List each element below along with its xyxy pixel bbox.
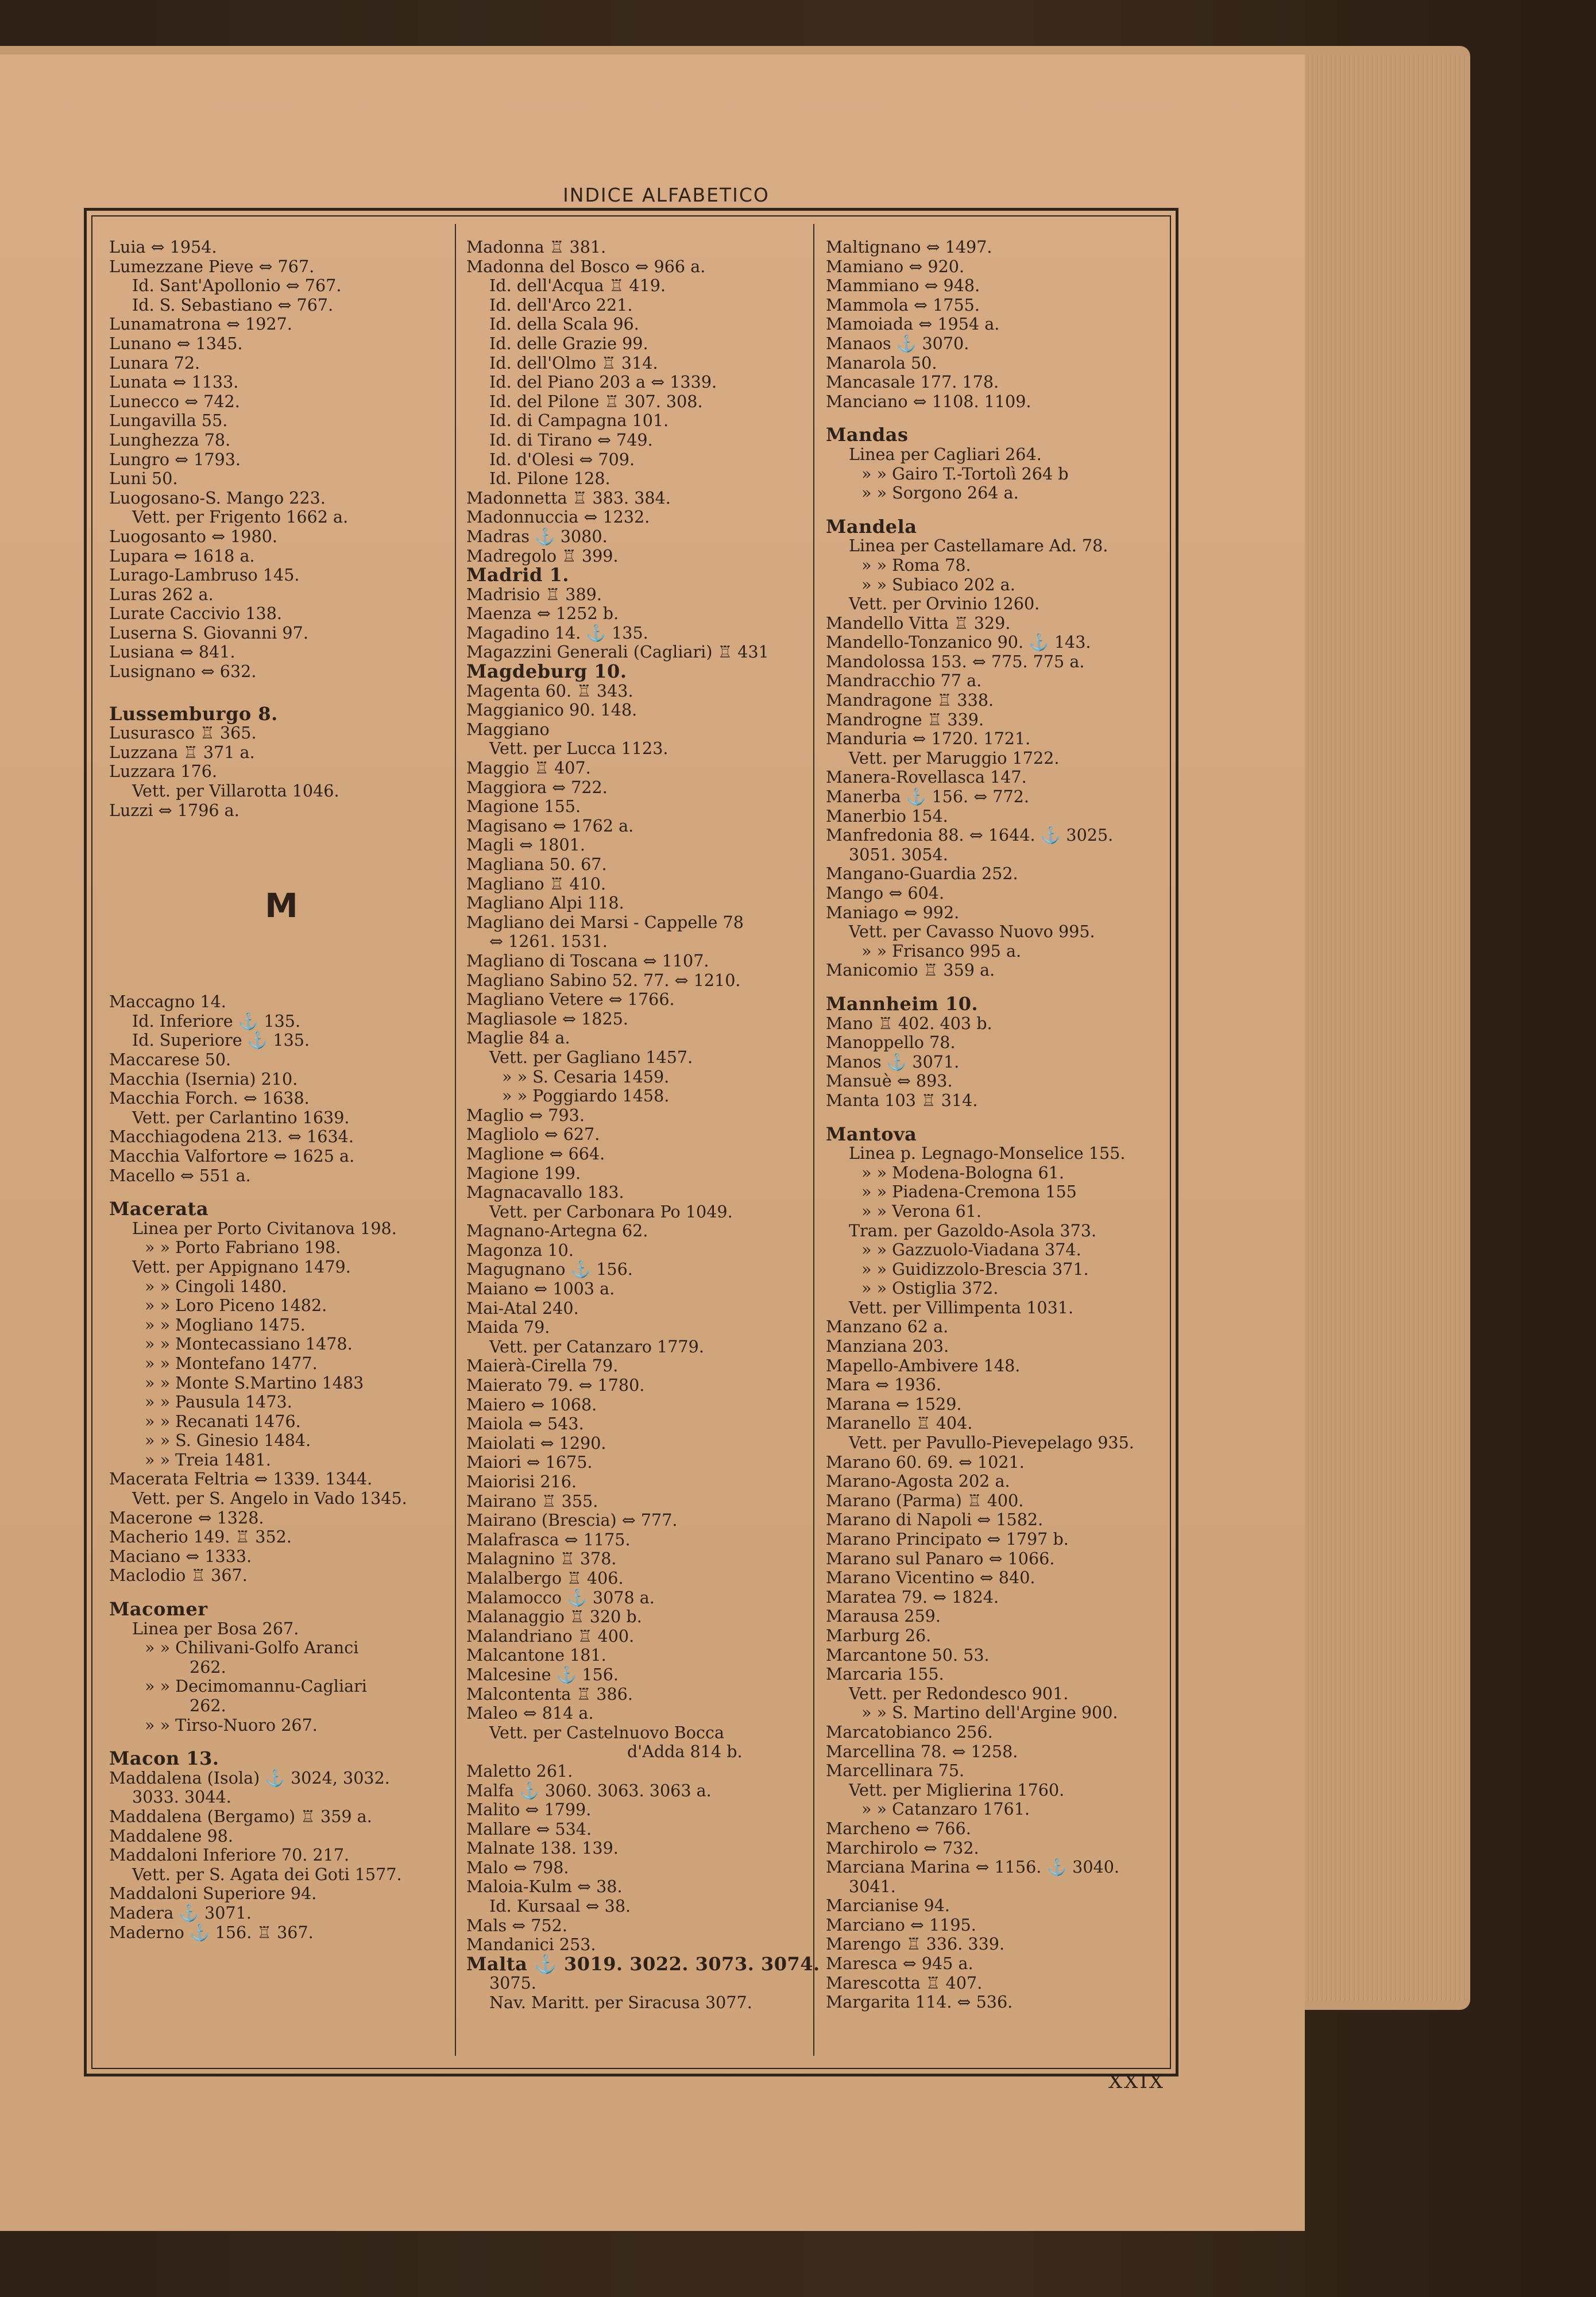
index-entry: Manduria ⇔ 1720. 1721.	[826, 729, 1031, 749]
index-column-3	[826, 238, 1170, 2012]
index-entry: » » S. Martino dell'Argine 900.	[861, 1703, 1118, 1723]
index-entry: Lusignano ⇔ 632.	[109, 662, 257, 682]
index-entry: Maglio ⇔ 793.	[466, 1105, 585, 1125]
index-entry: Marcianise 94.	[826, 1896, 950, 1916]
index-entry: Lungro ⇔ 1793.	[109, 449, 241, 469]
index-entry: Malalbergo ♖ 406.	[466, 1568, 624, 1588]
block-gap	[109, 682, 454, 705]
index-entry: Mallare ⇔ 534.	[466, 1819, 592, 1839]
index-entry: Luzzana ♖ 371 a.	[109, 742, 255, 762]
index-entry: Marano sul Panaro ⇔ 1066.	[826, 1548, 1055, 1568]
index-entry: » » Gazzuolo-Viadana 374.	[861, 1240, 1081, 1260]
index-entry: Marburg 26.	[826, 1625, 932, 1645]
index-entry: Maiola ⇔ 543.	[466, 1414, 584, 1434]
index-entry: Mandanici 253.	[466, 1935, 596, 1955]
index-entry: Mammola ⇔ 1755.	[826, 295, 980, 315]
column-divider	[813, 224, 814, 2056]
index-entry: Mandragone ♖ 338.	[826, 690, 994, 710]
index-entry: d'Adda 814 b.	[627, 1742, 743, 1762]
index-entry: Mango ⇔ 604.	[826, 883, 945, 903]
index-entry: Manciano ⇔ 1108. 1109.	[826, 391, 1031, 411]
index-entry: Maglione ⇔ 664.	[466, 1143, 605, 1163]
index-entry: 262.	[190, 1657, 226, 1677]
index-entry: Magadino 14. ⚓ 135.	[466, 622, 648, 643]
index-entry: Vett. per Cavasso Nuovo 995.	[849, 922, 1095, 942]
index-entry: Marcaria 155.	[826, 1664, 944, 1684]
index-heading: Madrid 1.	[466, 564, 569, 586]
index-entry: Maddalena (Bergamo) ♖ 359 a.	[109, 1806, 372, 1826]
index-entry: Marcatobianco 256.	[826, 1722, 993, 1742]
index-entry: Macchia Forch. ⇔ 1638.	[109, 1088, 310, 1108]
index-entry: Maleo ⇔ 814 a.	[466, 1703, 594, 1723]
index-entry: » » Porto Fabriano 198.	[145, 1238, 341, 1258]
index-heading: Mantova	[826, 1123, 917, 1145]
index-entry: » » Monte S.Martino 1483	[145, 1372, 364, 1393]
index-entry: Macchia Valfortore ⇔ 1625 a.	[109, 1146, 355, 1166]
page-number: XXIX	[1108, 2070, 1165, 2093]
index-entry: Linea per Bosa 267.	[132, 1618, 299, 1638]
index-entry: Maloia-Kulm ⇔ 38.	[466, 1877, 623, 1897]
index-entry: Mairano ♖ 355.	[466, 1491, 598, 1511]
index-entry: Malfa ⚓ 3060. 3063. 3063 a.	[466, 1780, 712, 1800]
index-entry: Madras ⚓ 3080.	[466, 526, 608, 546]
index-heading: Macomer	[109, 1598, 208, 1621]
index-entry: Maccarese 50.	[109, 1050, 231, 1069]
index-entry: Maddaloni Inferiore 70. 217.	[109, 1845, 350, 1865]
index-entry: Maccagno 14.	[109, 992, 226, 1012]
index-heading: Macerata	[109, 1198, 209, 1220]
index-entry: Manta 103 ♖ 314.	[826, 1090, 978, 1110]
index-entry: Maggiano	[466, 719, 550, 739]
index-entry: Manos ⚓ 3071.	[826, 1051, 960, 1072]
index-entry: Marciano ⇔ 1195.	[826, 1915, 976, 1935]
index-entry: Mamoiada ⇔ 1954 a.	[826, 314, 1000, 334]
index-heading: Macon 13.	[109, 1747, 219, 1770]
index-entry: Marescotta ♖ 407.	[826, 1973, 983, 1993]
index-entry: Vett. per S. Agata dei Goti 1577.	[132, 1864, 402, 1884]
index-entry: » » S. Cesaria 1459.	[502, 1066, 670, 1086]
index-entry: Manarola 50.	[826, 353, 937, 373]
index-entry: » » Ostiglia 372.	[861, 1278, 999, 1298]
index-entry: Mancasale 177. 178.	[826, 372, 999, 392]
index-entry: Luogosano-S. Mango 223.	[109, 488, 326, 508]
index-heading: Lussemburgo 8.	[109, 702, 278, 725]
index-entry: Luogosanto ⇔ 1980.	[109, 526, 277, 546]
index-entry: Mals ⇔ 752.	[466, 1915, 567, 1935]
index-heading: Mannheim 10.	[826, 992, 979, 1015]
index-entry: Macerone ⇔ 1328.	[109, 1507, 264, 1528]
index-entry: » » Guidizzolo-Brescia 371.	[861, 1259, 1089, 1279]
index-entry: Id. Sant'Apollonio ⇔ 767.	[132, 276, 342, 296]
index-entry: Mangano-Guardia 252.	[826, 864, 1018, 884]
index-entry: Lunghezza 78.	[109, 430, 231, 450]
index-entry: Manaos ⚓ 3070.	[826, 333, 969, 353]
index-entry: Manoppello 78.	[826, 1033, 956, 1053]
section-letter: M	[265, 886, 298, 926]
index-entry: Malcontenta ♖ 386.	[466, 1684, 633, 1704]
index-entry: » » Loro Piceno 1482.	[145, 1296, 327, 1316]
index-column-1	[109, 238, 454, 1942]
index-entry: Malnate 138. 139.	[466, 1838, 619, 1858]
index-entry: Lurago-Lambruso 145.	[109, 565, 300, 585]
index-entry: » » Treia 1481.	[145, 1449, 271, 1470]
index-entry: Vett. per Frigento 1662 a.	[132, 507, 349, 527]
index-heading: Mandas	[826, 424, 909, 446]
index-entry: Manera-Rovellasca 147.	[826, 767, 1027, 787]
index-entry: Mansuè ⇔ 893.	[826, 1071, 953, 1091]
index-entry: Manzano 62 a.	[826, 1317, 949, 1337]
index-entry: Magione 155.	[466, 796, 581, 817]
index-entry: Marano (Parma) ♖ 400.	[826, 1490, 1024, 1510]
index-entry: » » Verona 61.	[861, 1201, 982, 1221]
index-entry: Manerbio 154.	[826, 806, 948, 826]
index-entry: Id. dell'Acqua ♖ 419.	[489, 276, 666, 296]
index-entry: Mandello Vitta ♖ 329.	[826, 613, 1011, 633]
index-entry: » » Montecassiano 1478.	[145, 1334, 353, 1354]
index-entry: Marcantone 50. 53.	[826, 1645, 990, 1665]
index-entry: Macchiagodena 213. ⇔ 1634.	[109, 1127, 354, 1147]
index-entry: Marano 60. 69. ⇔ 1021.	[826, 1452, 1025, 1472]
index-entry: Marengo ♖ 336. 339.	[826, 1934, 1005, 1954]
index-entry: Linea per Cagliari 264.	[849, 444, 1042, 464]
index-entry: Id. di Campagna 101.	[489, 411, 669, 431]
index-entry: Vett. per Castelnuovo Bocca	[489, 1722, 725, 1742]
index-entry: Id. del Piano 203 a ⇔ 1339.	[489, 372, 717, 392]
index-entry: » » Pausula 1473.	[145, 1392, 292, 1412]
index-entry: Maratea 79. ⇔ 1824.	[826, 1587, 999, 1607]
index-entry: Magliano dei Marsi - Cappelle 78	[466, 912, 744, 932]
index-entry: Malagnino ♖ 378.	[466, 1549, 617, 1569]
index-entry: » » Poggiardo 1458.	[502, 1086, 670, 1106]
index-entry: Mara ⇔ 1936.	[826, 1375, 942, 1395]
index-entry: Margarita 114. ⇔ 536.	[826, 1992, 1013, 2012]
index-entry: Vett. per Lucca 1123.	[489, 738, 668, 759]
index-entry: Id. dell'Arco 221.	[489, 295, 633, 315]
index-entry: Maggianico 90. 148.	[466, 700, 637, 720]
index-heading: Magdeburg 10.	[466, 660, 627, 683]
index-entry: Madrisio ♖ 389.	[466, 584, 602, 604]
index-entry: Magione 199.	[466, 1163, 581, 1183]
index-entry: Magugnano ⚓ 156.	[466, 1259, 633, 1279]
index-entry: Madera ⚓ 3071.	[109, 1902, 252, 1923]
index-entry: » » Recanati 1476.	[145, 1411, 301, 1431]
index-entry: Vett. per Carlantino 1639.	[132, 1107, 350, 1127]
index-entry: Maierato 79. ⇔ 1780.	[466, 1375, 645, 1395]
index-entry: Vett. per Redondesco 901.	[849, 1683, 1069, 1703]
index-entry: Magazzini Generali (Cagliari) ♖ 431	[466, 642, 769, 662]
index-entry: Maniago ⇔ 992.	[826, 902, 960, 922]
index-entry: Maresca ⇔ 945 a.	[826, 1954, 973, 1974]
index-entry: Vett. per Orvinio 1260.	[849, 594, 1040, 614]
index-entry: » » Gairo T.-Tortolì 264 b	[861, 463, 1069, 484]
index-entry: » » Modena-Bologna 61.	[861, 1162, 1064, 1182]
index-entry: Linea per Porto Civitanova 198.	[132, 1218, 397, 1238]
index-entry: Maclodio ♖ 367.	[109, 1565, 248, 1586]
index-entry: » » Subiaco 202 a.	[861, 574, 1015, 594]
index-entry: Manfredonia 88. ⇔ 1644. ⚓ 3025.	[826, 825, 1114, 845]
index-entry: Tram. per Gazoldo-Asola 373.	[849, 1220, 1097, 1240]
index-entry: Vett. per Maruggio 1722.	[849, 748, 1060, 768]
index-entry: Madregolo ♖ 399.	[466, 546, 619, 566]
index-entry: Marano-Agosta 202 a.	[826, 1471, 1010, 1491]
index-entry: Maciano ⇔ 1333.	[109, 1546, 252, 1566]
index-entry: Marcellinara 75.	[826, 1761, 965, 1781]
index-entry: Vett. per S. Angelo in Vado 1345.	[132, 1488, 407, 1509]
index-entry: Vett. per Villimpenta 1031.	[849, 1297, 1074, 1317]
index-entry: Magliano ♖ 410.	[466, 873, 606, 894]
index-entry: Malafrasca ⇔ 1175.	[466, 1529, 631, 1549]
index-entry: Marcheno ⇔ 766.	[826, 1818, 971, 1838]
index-entry: 3051. 3054.	[849, 844, 948, 864]
index-entry: Lungavilla 55.	[109, 411, 228, 431]
index-entry: Maletto 261.	[466, 1761, 573, 1781]
index-entry: Maderno ⚓ 156. ♖ 367.	[109, 1922, 314, 1942]
index-entry: » » Roma 78.	[861, 555, 971, 575]
index-entry: » » Chilivani-Golfo Aranci	[145, 1638, 359, 1658]
page-header: INDICE ALFABETICO	[563, 184, 770, 206]
index-entry: Lunamatrona ⇔ 1927.	[109, 314, 292, 334]
index-entry: Magliana 50. 67.	[466, 854, 607, 874]
index-entry: Maddaloni Superiore 94.	[109, 1884, 317, 1904]
index-entry: Maiolati ⇔ 1290.	[466, 1433, 606, 1453]
index-entry: Marchirolo ⇔ 732.	[826, 1838, 979, 1858]
index-entry: Id. Superiore ⚓ 135.	[132, 1030, 310, 1050]
index-entry: Magenta 60. ♖ 343.	[466, 680, 633, 701]
index-entry: Linea p. Legnago-Monselice 155.	[849, 1143, 1126, 1163]
index-entry: 3033. 3044.	[132, 1787, 231, 1807]
index-entry: Magliano Sabino 52. 77. ⇔ 1210.	[466, 970, 741, 990]
index-entry: Mandracchio 77 a.	[826, 671, 982, 691]
index-entry: Madonnuccia ⇔ 1232.	[466, 507, 650, 527]
index-entry: Malcantone 181.	[466, 1645, 606, 1665]
index-entry: Manicomio ♖ 359 a.	[826, 960, 995, 980]
index-entry: Id. Kursaal ⇔ 38.	[489, 1896, 631, 1916]
index-entry: Id. del Pilone ♖ 307. 308.	[489, 391, 703, 411]
index-entry: Maida 79.	[466, 1317, 550, 1337]
index-entry: Marana ⇔ 1529.	[826, 1394, 962, 1414]
index-entry: Maglie 84 a.	[466, 1028, 570, 1048]
index-entry: ⇔ 1261. 1531.	[489, 931, 608, 952]
index-entry: Mammiano ⇔ 948.	[826, 276, 980, 296]
index-entry: Malamocco ⚓ 3078 a.	[466, 1587, 655, 1607]
index-entry: Vett. per Pavullo-Pievepelago 935.	[849, 1433, 1134, 1453]
index-entry: Malito ⇔ 1799.	[466, 1800, 592, 1820]
index-entry: Madonnetta ♖ 383. 384.	[466, 488, 671, 508]
index-entry: Luras 262 a.	[109, 584, 214, 604]
index-entry: Luzzara 176.	[109, 761, 218, 782]
index-entry: » » Tirso-Nuoro 267.	[145, 1715, 318, 1735]
index-entry: Luia ⇔ 1954.	[109, 237, 217, 257]
index-entry: Vett. per Villarotta 1046.	[132, 781, 339, 801]
column-divider	[455, 224, 456, 2056]
index-entry: Magliolo ⇔ 627.	[466, 1124, 600, 1144]
index-entry: Macerata Feltria ⇔ 1339. 1344.	[109, 1469, 373, 1489]
index-entry: » » Sorgono 264 a.	[861, 483, 1019, 503]
block-gap	[826, 503, 1170, 517]
index-entry: 3075.	[489, 1973, 536, 1993]
index-entry: Mandrogne ♖ 339.	[826, 709, 984, 729]
index-entry: » » Frisanco 995 a.	[861, 941, 1022, 961]
index-entry: Madonna ♖ 381.	[466, 237, 606, 257]
index-entry: Magnacavallo 183.	[466, 1182, 624, 1202]
index-entry: Maggiora ⇔ 722.	[466, 777, 608, 797]
index-entry: » » Piadena-Cremona 155	[861, 1182, 1077, 1202]
index-entry: » » Mogliano 1475.	[145, 1314, 306, 1335]
index-entry: Maierà-Cirella 79.	[466, 1356, 619, 1376]
index-entry: Marciana Marina ⇔ 1156. ⚓ 3040.	[826, 1857, 1119, 1877]
index-entry: Marano Vicentino ⇔ 840.	[826, 1568, 1035, 1588]
index-entry: Vett. per Catanzaro 1779.	[489, 1336, 704, 1356]
index-entry: Luserna S. Giovanni 97.	[109, 622, 308, 643]
index-entry: Id. della Scala 96.	[489, 314, 639, 334]
index-entry: Id. d'Olesi ⇔ 709.	[489, 449, 635, 469]
index-entry: Macello ⇔ 551 a.	[109, 1165, 251, 1185]
index-entry: Vett. per Carbonara Po 1049.	[489, 1201, 733, 1221]
index-entry: Maiano ⇔ 1003 a.	[466, 1279, 615, 1299]
index-entry: Maggio ♖ 407.	[466, 758, 591, 778]
index-entry: Malo ⇔ 798.	[466, 1857, 569, 1877]
index-entry: Madonna del Bosco ⇔ 966 a.	[466, 256, 706, 276]
index-entry: Mai-Atal 240.	[466, 1298, 579, 1318]
index-entry: Lunano ⇔ 1345.	[109, 333, 243, 353]
index-entry: Vett. per Gagliano 1457.	[489, 1047, 693, 1067]
index-entry: Marano di Napoli ⇔ 1582.	[826, 1510, 1044, 1530]
index-entry: Marausa 259.	[826, 1606, 941, 1626]
index-entry: Maiero ⇔ 1068.	[466, 1394, 597, 1414]
index-entry: Magliano Vetere ⇔ 1766.	[466, 989, 675, 1010]
index-entry: Macchia (Isernia) 210.	[109, 1069, 298, 1089]
index-entry: Marcellina 78. ⇔ 1258.	[826, 1741, 1018, 1761]
index-entry: Macherio 149. ♖ 352.	[109, 1527, 292, 1547]
index-entry: » » Cingoli 1480.	[145, 1276, 287, 1296]
index-entry: Lusiana ⇔ 841.	[109, 642, 235, 662]
index-entry: Magonza 10.	[466, 1240, 574, 1260]
index-entry: » » Catanzaro 1761.	[861, 1799, 1030, 1819]
index-entry: Mandolossa 153. ⇔ 775. 775 a.	[826, 651, 1085, 671]
index-entry: Marano Principato ⇔ 1797 b.	[826, 1529, 1069, 1549]
index-entry: Id. delle Grazie 99.	[489, 333, 648, 353]
index-entry: Magli ⇔ 1801.	[466, 835, 585, 855]
index-entry: Mapello-Ambivere 148.	[826, 1355, 1021, 1375]
index-entry: 262.	[190, 1696, 226, 1715]
index-entry: Lunecco ⇔ 742.	[109, 391, 240, 411]
index-entry: Malandriano ♖ 400.	[466, 1626, 635, 1646]
index-entry: Id. Inferiore ⚓ 135.	[132, 1011, 301, 1031]
index-entry: Magisano ⇔ 1762 a.	[466, 815, 634, 836]
index-heading: Mandela	[826, 515, 917, 537]
index-entry: Mandello-Tonzanico 90. ⚓ 143.	[826, 632, 1091, 652]
index-entry: Lusurasco ♖ 365.	[109, 723, 257, 743]
index-entry: Magliasole ⇔ 1825.	[466, 1008, 628, 1028]
index-entry: Lurate Caccivio 138.	[109, 604, 282, 624]
index-entry: Maranello ♖ 404.	[826, 1413, 973, 1433]
index-entry: Lunata ⇔ 1133.	[109, 372, 239, 392]
index-entry: » » Montefano 1477.	[145, 1353, 318, 1373]
index-entry: » » Decimomannu-Cagliari	[145, 1676, 367, 1696]
index-entry: Mamiano ⇔ 920.	[826, 256, 965, 276]
index-entry: Luzzi ⇔ 1796 a.	[109, 800, 239, 820]
index-entry: Magliano Alpi 118.	[466, 893, 624, 913]
index-entry: Id. S. Sebastiano ⇔ 767.	[132, 295, 334, 315]
index-entry: Maiori ⇔ 1675.	[466, 1452, 593, 1472]
index-entry: 3041.	[849, 1876, 896, 1896]
index-entry: Manziana 203.	[826, 1336, 949, 1356]
index-entry: Mano ♖ 402. 403 b.	[826, 1013, 992, 1033]
index-entry: Magnano-Artegna 62.	[466, 1221, 648, 1241]
index-entry: Nav. Maritt. per Siracusa 3077.	[489, 1993, 752, 2013]
index-entry: Linea per Castellamare Ad. 78.	[849, 536, 1108, 556]
index-entry: Vett. per Appignano 1479.	[132, 1256, 351, 1277]
index-entry: Id. di Tirano ⇔ 749.	[489, 430, 653, 450]
block-gap	[826, 1111, 1170, 1125]
index-entry: Lupara ⇔ 1618 a.	[109, 546, 255, 566]
index-entry: Id. Pilone 128.	[489, 469, 610, 489]
index-heading: Malta ⚓ 3019. 3022. 3073. 3074.	[466, 1952, 820, 1975]
index-entry: Lunara 72.	[109, 353, 200, 373]
index-entry: Vett. per Miglierina 1760.	[849, 1780, 1065, 1800]
index-column-2	[466, 237, 820, 2013]
index-entry: Maddalena (Isola) ⚓ 3024, 3032.	[109, 1768, 390, 1788]
page-stack-edge	[1305, 55, 1466, 2001]
index-entry: Maiorisi 216.	[466, 1472, 577, 1491]
index-entry: Maddalene 98.	[109, 1826, 233, 1846]
index-entry: Maenza ⇔ 1252 b.	[466, 604, 619, 624]
index-entry: Mairano (Brescia) ⇔ 777.	[466, 1510, 678, 1530]
index-entry: Manerba ⚓ 156. ⇔ 772.	[826, 787, 1029, 807]
index-entry: Maltignano ⇔ 1497.	[826, 237, 992, 257]
index-entry: Malcesine ⚓ 156.	[466, 1664, 619, 1684]
index-entry: » » S. Ginesio 1484.	[145, 1430, 311, 1451]
index-entry: Malanaggio ♖ 320 b.	[466, 1607, 642, 1627]
index-entry: Luni 50.	[109, 469, 178, 489]
index-entry: Id. dell'Olmo ♖ 314.	[489, 353, 658, 373]
index-entry: Lumezzane Pieve ⇔ 767.	[109, 256, 315, 276]
index-entry: Magliano di Toscana ⇔ 1107.	[466, 950, 709, 970]
